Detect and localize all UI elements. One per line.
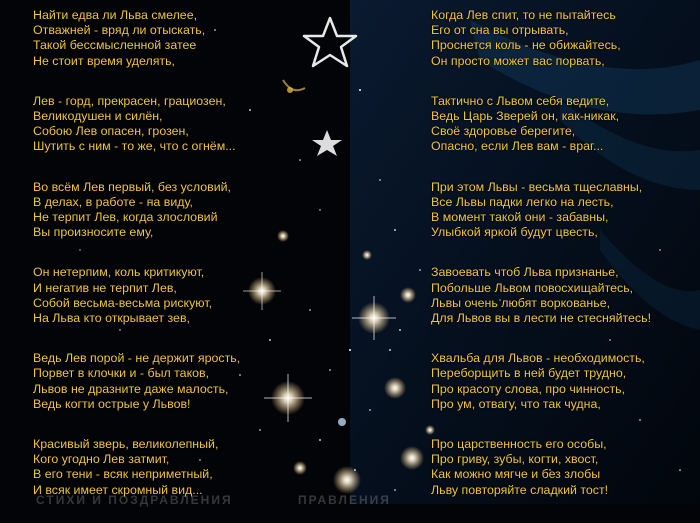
poem-line: Великодушен и силён, bbox=[33, 109, 163, 124]
poem-line: Все Львы падки легко на лесть, bbox=[431, 194, 614, 209]
stanza bbox=[33, 265, 333, 326]
poem-line: В момент такой они - забавны, bbox=[431, 210, 609, 225]
poem-line: И всяк имеет скромный вид... bbox=[33, 482, 203, 497]
poem-line: Про ум, отвагу, что так чудна, bbox=[431, 396, 601, 411]
poem-line: Отважней - вряд ли отыскать, bbox=[33, 23, 206, 38]
stanza bbox=[33, 351, 333, 412]
poem-line: Собой весьма-весьма рискуют, bbox=[33, 295, 213, 310]
poem-line: Проснется коль - не обижайтесь, bbox=[431, 38, 621, 53]
stanza bbox=[431, 180, 693, 241]
poem-line: Ведь когти острые у Львов! bbox=[33, 396, 191, 411]
watermark-text-right: ПРАВЛЕНИЯ bbox=[297, 493, 391, 507]
poem-line: Как можно мягче и без злобы bbox=[431, 467, 601, 482]
poem-line: Ведь Лев порой - не держит ярость, bbox=[33, 351, 241, 366]
poem-line: Его от сна вы отрывать, bbox=[431, 23, 569, 38]
poem-line: Не стоит время уделять, bbox=[33, 53, 175, 68]
poem-line: Когда Лев спит, то не пытайтесь bbox=[431, 8, 616, 22]
poem-line: Про царственность его особы, bbox=[431, 437, 607, 452]
poem-line: Завоевать чтоб Льва признанье, bbox=[431, 265, 619, 280]
poem-line: Льву повторяйте сладкий тост! bbox=[431, 482, 609, 497]
poem-line: В делах, в работе - на виду, bbox=[33, 194, 193, 209]
poem-left-column bbox=[33, 8, 333, 523]
poem-line: Переборщить в ней будет трудно, bbox=[431, 366, 627, 381]
poem-line: При этом Львы - весьма тщеславны, bbox=[431, 179, 643, 194]
poem-line: Вы произносите ему, bbox=[33, 225, 154, 240]
poem-line: Порвет в клочки и - был таков, bbox=[33, 366, 210, 381]
watermark-text-left: СТИХИ И ПОЗДРАВЛЕНИЯ bbox=[36, 493, 233, 507]
poem-line: На Льва кто открывает зев, bbox=[33, 311, 190, 326]
poem-line: Лев - горд, прекрасен, грациозен, bbox=[33, 93, 226, 108]
poem-line: Своё здоровье берегите, bbox=[431, 124, 576, 139]
poem-line: Про красоту слова, про чинность, bbox=[431, 381, 626, 396]
stanza bbox=[33, 8, 333, 69]
stanza bbox=[431, 265, 693, 326]
poem-line: Тактично с Львом себя ведите, bbox=[431, 93, 610, 108]
stanza bbox=[431, 437, 693, 498]
poem-line: Опасно, если Лев вам - враг... bbox=[431, 139, 604, 154]
poem-line: Собою Лев опасен, грозен, bbox=[33, 124, 189, 139]
poem-line: Про гриву, зубы, когти, хвост, bbox=[431, 452, 599, 467]
poem-line: Шутить с ним - то же, что с огнём... bbox=[33, 139, 236, 154]
poem-line: Во всём Лев первый, без условий, bbox=[33, 179, 232, 194]
poem-line: Улыбкой яркой будут цвесть, bbox=[431, 225, 598, 240]
stanza bbox=[33, 437, 333, 498]
poem-line: Найти едва ли Льва смелее, bbox=[33, 8, 198, 22]
poem-line: Кого угодно Лев затмит, bbox=[33, 452, 170, 467]
poem-line: Хвальба для Львов - необходимость, bbox=[431, 351, 645, 366]
poem-line: Красивый зверь, великолепный, bbox=[33, 437, 219, 452]
watermark-footer bbox=[36, 493, 451, 507]
poem-line: Такой бессмысленной затее bbox=[33, 38, 197, 53]
poem-line: Он просто может вас порвать, bbox=[431, 53, 605, 68]
poem-right-column bbox=[431, 8, 693, 523]
stanza bbox=[431, 8, 693, 69]
stanza bbox=[33, 180, 333, 241]
poem-line: В его тени - всяк неприметный, bbox=[33, 467, 213, 482]
poem-line: Львы очень любят воркованье, bbox=[431, 295, 611, 310]
poem-line: И негатив не терпит Лев, bbox=[33, 280, 177, 295]
poem-line: Львов не дразните даже малость, bbox=[33, 381, 229, 396]
poem-line: Побольше Львом повосхищайтесь, bbox=[431, 280, 634, 295]
poem-line: Ведь Царь Зверей он, как-никак, bbox=[431, 109, 620, 124]
stanza bbox=[33, 94, 333, 155]
stanza bbox=[431, 351, 693, 412]
poem-line: Для Львов вы в лести не стесняйтесь! bbox=[431, 311, 652, 326]
poem-line: Он нетерпим, коль критикуют, bbox=[33, 265, 205, 280]
poem-line: Не терпит Лев, когда злословий bbox=[33, 210, 218, 225]
stanza bbox=[431, 94, 693, 155]
